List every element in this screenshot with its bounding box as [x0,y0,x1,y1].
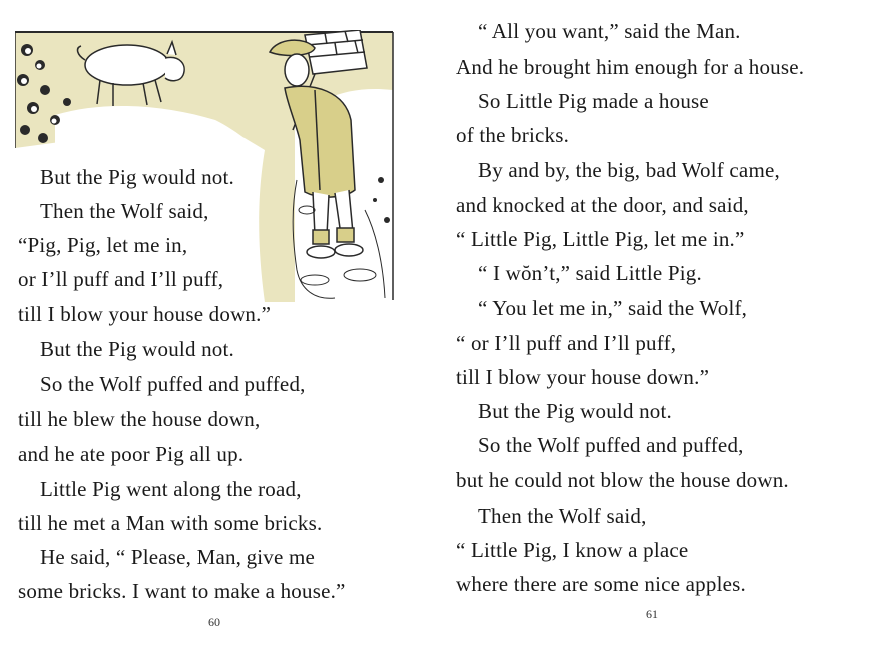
text-line: So Little Pig made a house [478,89,709,113]
page-number-left: 60 [208,615,220,629]
text-line: But the Pig would not. [40,337,234,361]
text-line: And he brought him enough for a house. [456,55,805,79]
text-line: “Pig, Pig, let me in, [18,233,188,257]
text-line: Then the Wolf said, [478,504,647,528]
text-line: But the Pig would not. [478,399,672,423]
text-line: So the Wolf puffed and puffed, [478,433,744,457]
text-line: Then the Wolf said, [40,199,209,223]
text-line: but he could not blow the house down. [456,468,789,492]
text-line: “ I wŏn’t,” said Little Pig. [478,261,702,285]
text-line: By and by, the big, bad Wolf came, [478,158,780,182]
text-line: “ or I’ll puff and I’ll puff, [456,331,677,355]
text-line: till I blow your house down.” [18,302,272,326]
text-line: till he blew the house down, [18,407,261,431]
text-line: So the Wolf puffed and puffed, [40,372,306,396]
text-line: “ Little Pig, Little Pig, let me in.” [456,227,745,251]
text-line: some bricks. I want to make a house.” [18,579,346,603]
text-line: or I’ll puff and I’ll puff, [18,267,224,291]
text-line: “ You let me in,” said the Wolf, [478,296,748,320]
text-line: He said, “ Please, Man, give me [40,545,316,569]
text-line: “ Little Pig, I know a place [456,538,689,562]
text-line: where there are some nice apples. [456,572,746,596]
text-line: “ All you want,” said the Man. [478,19,741,43]
text-line: and knocked at the door, and said, [456,193,749,217]
text-line: till I blow your house down.” [456,365,710,389]
text-line: and he ate poor Pig all up. [18,442,244,466]
text-line: of the bricks. [456,123,570,147]
text-line: But the Pig would not. [40,165,234,189]
page-number-right: 61 [646,607,658,621]
text-line: till he met a Man with some bricks. [18,511,323,535]
text-line: Little Pig went along the road, [40,477,302,501]
